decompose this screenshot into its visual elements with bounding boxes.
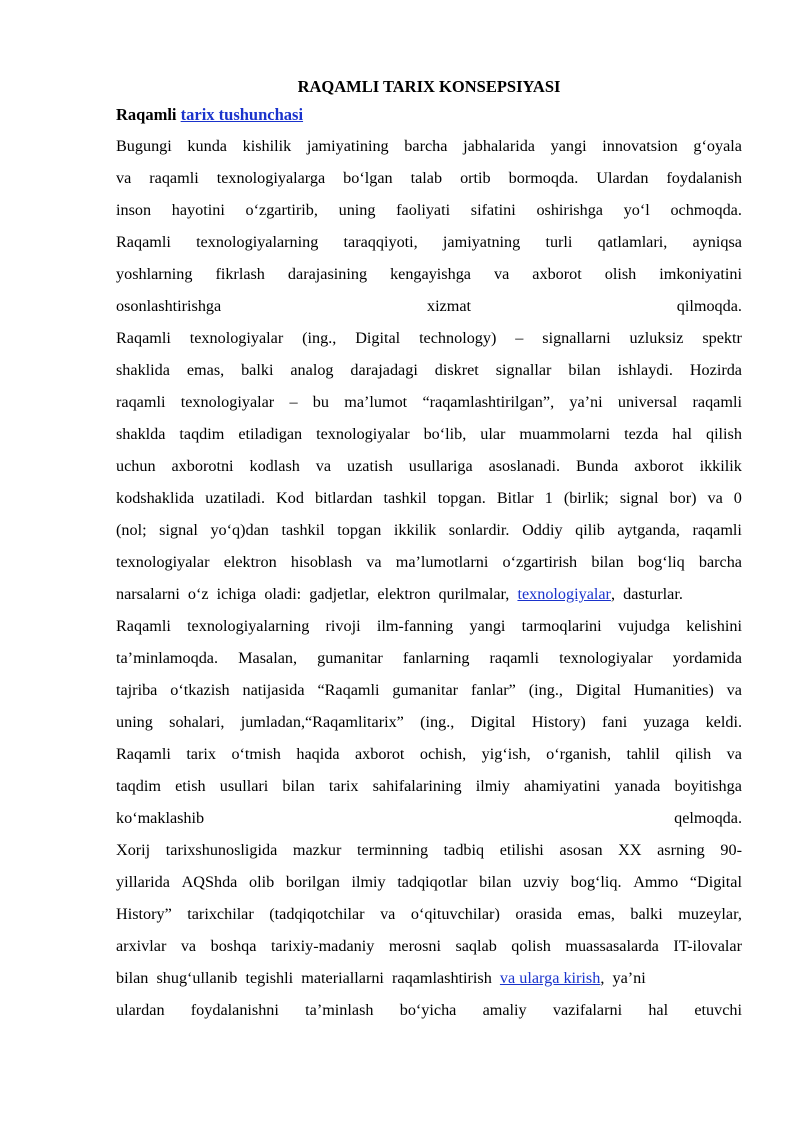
word: jabhalarida xyxy=(463,137,535,155)
word: uzviy xyxy=(523,873,560,891)
word: “Raqamli xyxy=(317,681,380,699)
word: sahifalarining xyxy=(372,777,462,795)
word: orasida xyxy=(515,905,563,923)
word: ortib xyxy=(460,169,491,187)
word: ko‘maklashib xyxy=(116,809,205,827)
word: yillarida xyxy=(116,873,170,891)
word: foydalanish xyxy=(666,169,742,187)
word: qolish xyxy=(511,937,551,955)
word: raqamli xyxy=(489,649,539,667)
word: fanlarning xyxy=(402,649,470,667)
word: etuvchi xyxy=(694,1001,742,1019)
word: 1 xyxy=(544,489,553,507)
word: tashkil xyxy=(383,489,427,507)
word: ilmiy xyxy=(351,873,386,891)
word: uzluksiz xyxy=(629,329,684,347)
word: o‘qituvchilar) xyxy=(410,905,500,923)
word: Bugungi xyxy=(116,137,172,155)
word: technology) xyxy=(419,329,497,347)
text-line xyxy=(116,898,742,930)
word: Digital xyxy=(575,681,621,699)
word: usullariga xyxy=(408,457,473,475)
word: ma’lumot xyxy=(344,393,408,411)
text-line xyxy=(116,322,742,354)
word: jamiyatning xyxy=(442,233,521,251)
text-line xyxy=(116,930,742,962)
text-line xyxy=(116,834,742,866)
word: Ammo xyxy=(633,873,679,891)
word: (ing., xyxy=(528,681,563,699)
text-line xyxy=(116,738,742,770)
text-segment: , ya’ni xyxy=(600,969,646,987)
word: uzatiladi. xyxy=(205,489,266,507)
word: axborotni xyxy=(171,457,234,475)
word: texnologiyalarning xyxy=(196,233,319,251)
word: hisoblash xyxy=(290,553,353,571)
word: ilmiy xyxy=(475,777,510,795)
word: bog‘liq xyxy=(637,553,685,571)
word: vazifalarni xyxy=(552,1001,623,1019)
word: jumladan,“Raqamlitarix” xyxy=(240,713,404,731)
text-line xyxy=(116,706,742,738)
word: axborot xyxy=(532,265,582,283)
word: Raqamli xyxy=(116,233,171,251)
word: o‘tkazish xyxy=(170,681,230,699)
word: taraqqiyoti, xyxy=(343,233,418,251)
word: Masalan, xyxy=(238,649,298,667)
word: axborot xyxy=(634,457,684,475)
word: Raqamli xyxy=(116,329,171,347)
word: signal xyxy=(159,521,198,539)
word: keldi. xyxy=(705,713,742,731)
word: usullari xyxy=(219,777,269,795)
word: “raqamlashtirilgan”, xyxy=(422,393,555,411)
word: ochish, xyxy=(419,745,467,763)
word: yordamida xyxy=(672,649,742,667)
section-heading-prefix: Raqamli xyxy=(116,105,177,124)
word: taqdim xyxy=(116,777,161,795)
word: va xyxy=(380,905,396,923)
word: Bitlar xyxy=(496,489,534,507)
text-line xyxy=(116,610,742,642)
word: (ing., xyxy=(302,329,337,347)
word: axborot xyxy=(354,745,405,763)
word: yo‘q)dan xyxy=(210,521,269,539)
word: uning xyxy=(338,201,376,219)
word: Raqamli xyxy=(116,745,171,763)
word: kelishini xyxy=(686,617,742,635)
word: fani xyxy=(602,713,628,731)
word: hal xyxy=(672,425,693,443)
word: kodlash xyxy=(249,457,300,475)
word: Xorij xyxy=(116,841,151,859)
text-line xyxy=(116,226,742,258)
word: barcha xyxy=(404,137,448,155)
word: ta’minlash xyxy=(305,1001,374,1019)
word: arxivlar xyxy=(116,937,167,955)
word: yo‘l xyxy=(623,201,650,219)
word: barcha xyxy=(698,553,742,571)
word: Digital xyxy=(470,713,516,731)
text-line xyxy=(116,802,742,834)
word: AQShda xyxy=(181,873,238,891)
word: raqamli xyxy=(692,393,742,411)
word: hayotini xyxy=(171,201,225,219)
word: diskret xyxy=(434,361,479,379)
word: oshirishga xyxy=(536,201,603,219)
word: bitlardan xyxy=(314,489,373,507)
word: ikkilik xyxy=(699,457,742,475)
word: bog‘liq. xyxy=(570,873,622,891)
word: shaklda xyxy=(116,425,166,443)
word: yangi xyxy=(550,137,587,155)
text-line xyxy=(116,162,742,194)
word: etiladigan xyxy=(238,425,303,443)
word: Bunda xyxy=(576,457,619,475)
word: History” xyxy=(116,905,172,923)
text-line xyxy=(116,290,742,322)
word: bo‘yicha xyxy=(399,1001,457,1019)
text-line xyxy=(116,418,742,450)
word: haqida xyxy=(296,745,340,763)
word: (nol; xyxy=(116,521,147,539)
word: darajasining xyxy=(287,265,368,283)
word: talab xyxy=(410,169,443,187)
word: va xyxy=(707,489,723,507)
word: boshqa xyxy=(210,937,257,955)
word: uning xyxy=(116,713,153,731)
word: va xyxy=(315,457,332,475)
word: bormoqda. xyxy=(508,169,579,187)
word: (birlik; xyxy=(563,489,609,507)
word: Hozirda xyxy=(689,361,742,379)
word: ochmoqda. xyxy=(670,201,742,219)
word: o‘zgartirib, xyxy=(245,201,318,219)
text-line xyxy=(116,354,742,386)
word: tadqiqotlar xyxy=(397,873,468,891)
word: tarixchilar xyxy=(187,905,254,923)
word: yoshlarning xyxy=(116,265,193,283)
word: Humanities) xyxy=(633,681,714,699)
word: topgan xyxy=(337,521,382,539)
word: – xyxy=(289,393,298,411)
word: ikkilik xyxy=(393,521,437,539)
word: bilan xyxy=(282,777,315,795)
word: ulardan xyxy=(116,1001,165,1019)
word: uzatish xyxy=(347,457,393,475)
word: tezda xyxy=(624,425,659,443)
word: bu xyxy=(312,393,329,411)
word: tarmoqlarini xyxy=(521,617,602,635)
word: signal xyxy=(619,489,659,507)
word: emas, xyxy=(186,361,225,379)
word: darajadagi xyxy=(350,361,418,379)
text-line xyxy=(116,866,742,898)
word: saqlab xyxy=(455,937,497,955)
word: yanada xyxy=(614,777,661,795)
word: fikrlash xyxy=(215,265,265,283)
word: va xyxy=(494,265,510,283)
word: 90- xyxy=(720,841,742,859)
word: Ulardan xyxy=(596,169,649,187)
word: osonlashtirishga xyxy=(116,297,222,315)
word: balki xyxy=(241,361,274,379)
word: texnologiyalar xyxy=(559,649,653,667)
text-line xyxy=(116,994,742,1026)
word: universal xyxy=(617,393,678,411)
word: va xyxy=(180,937,197,955)
word: ahamiyatini xyxy=(524,777,601,795)
text-line xyxy=(116,546,742,578)
word: innovatsion xyxy=(602,137,678,155)
word: sonlardir. xyxy=(448,521,510,539)
word: o‘rganish, xyxy=(546,745,612,763)
word: mazkur xyxy=(292,841,342,859)
word: olish xyxy=(604,265,637,283)
word: tarix xyxy=(186,745,216,763)
word: imkoniyatini xyxy=(659,265,742,283)
text-line xyxy=(116,770,742,802)
word: texnologiyalar xyxy=(180,393,275,411)
word: qilish xyxy=(675,745,712,763)
word: yangi xyxy=(469,617,506,635)
word: va xyxy=(366,553,382,571)
word: faoliyati xyxy=(396,201,451,219)
document-page xyxy=(116,64,742,1026)
word: muassasalarda xyxy=(565,937,659,955)
word: (tadqiqotchilar xyxy=(269,905,365,923)
word: vujudga xyxy=(617,617,671,635)
word: qilib xyxy=(575,521,605,539)
word: elektron xyxy=(223,553,277,571)
word: tahlil xyxy=(626,745,660,763)
document-title: RAQAMLI TARIX KONSEPSIYASI xyxy=(297,77,561,96)
word: terminning xyxy=(357,841,429,859)
word: va xyxy=(726,745,742,763)
inline-link[interactable]: texnologiyalar xyxy=(517,585,611,603)
word: uchun xyxy=(116,457,156,475)
word: balki xyxy=(630,905,663,923)
word: analog xyxy=(290,361,334,379)
word: kodshaklida xyxy=(116,489,195,507)
word: signallarni xyxy=(542,329,611,347)
word: bilan xyxy=(591,553,624,571)
section-heading-link[interactable]: tarix tushunchasi xyxy=(180,105,304,124)
word: foydalanishni xyxy=(190,1001,279,1019)
word: etish xyxy=(175,777,206,795)
word: tajriba xyxy=(116,681,158,699)
text-segment: bilan shug‘ullanib tegishli materiallarni raqamlashtirish xyxy=(116,969,500,987)
word: – xyxy=(515,329,524,347)
word: qilmoqda. xyxy=(676,297,742,315)
word: aytganda, xyxy=(617,521,680,539)
word: fanlar” xyxy=(470,681,516,699)
word: merosni xyxy=(388,937,441,955)
word: emas, xyxy=(577,905,615,923)
word: bor) xyxy=(669,489,697,507)
word: texnologiyalar xyxy=(116,553,210,571)
word: yuzaga xyxy=(643,713,690,731)
word: natijasida xyxy=(242,681,305,699)
word: 0 xyxy=(733,489,742,507)
word: topgan. xyxy=(437,489,486,507)
word: tarixshunosligida xyxy=(165,841,278,859)
word: XX xyxy=(618,841,642,859)
text-line xyxy=(116,194,742,226)
word: raqamli xyxy=(149,169,199,187)
text-line xyxy=(116,642,742,674)
word: sohalari, xyxy=(169,713,225,731)
word: ishlaydi. xyxy=(617,361,673,379)
word: texnologiyalar xyxy=(316,425,410,443)
word: ayniqsa xyxy=(692,233,742,251)
word: IT-ilovalar xyxy=(673,937,742,955)
word: qelmoqda. xyxy=(674,809,742,827)
inline-link[interactable]: va ularga kirish xyxy=(499,969,601,987)
word: texnologiyalarga xyxy=(216,169,326,187)
word: gumanitar xyxy=(317,649,383,667)
word: texnologiyalar xyxy=(189,329,284,347)
word: kunda xyxy=(187,137,227,155)
word: ma’lumotlarni xyxy=(395,553,489,571)
text-line xyxy=(116,386,742,418)
word: bo‘lgan xyxy=(343,169,393,187)
word: ilm-fanning xyxy=(376,617,454,635)
word: bilan xyxy=(568,361,601,379)
word: muzeylar, xyxy=(678,905,742,923)
word: taqdim xyxy=(179,425,225,443)
word: ta’minlamoqda. xyxy=(116,649,219,667)
word: asosan xyxy=(559,841,603,859)
word: bo‘lib, xyxy=(423,425,467,443)
document-body xyxy=(116,130,742,1026)
word: Kod xyxy=(276,489,304,507)
word: hal xyxy=(648,1001,669,1019)
word: o‘zgartirish xyxy=(502,553,578,571)
text-line xyxy=(116,674,742,706)
word: amaliy xyxy=(482,1001,527,1019)
text-line xyxy=(116,258,742,290)
word: Oddiy xyxy=(522,521,563,539)
word: kishilik xyxy=(242,137,292,155)
word: shaklida xyxy=(116,361,170,379)
word: raqamli xyxy=(116,393,166,411)
word: borilgan xyxy=(285,873,340,891)
word: g‘oyala xyxy=(693,137,742,155)
text-line xyxy=(116,962,742,994)
word: (ing., xyxy=(420,713,455,731)
word: asrning xyxy=(657,841,705,859)
text-line xyxy=(116,130,742,162)
word: turli xyxy=(545,233,573,251)
word: Digital xyxy=(355,329,401,347)
word: inson xyxy=(116,201,152,219)
text-line xyxy=(116,578,742,610)
word: rivoji xyxy=(325,617,361,635)
word: o‘tmish xyxy=(231,745,281,763)
word: va xyxy=(116,169,132,187)
word: asoslanadi. xyxy=(488,457,561,475)
text-line xyxy=(116,514,742,546)
word: “Digital xyxy=(689,873,742,891)
text-segment: , dasturlar. xyxy=(610,585,683,603)
word: va xyxy=(726,681,742,699)
word: qilish xyxy=(705,425,742,443)
word: boyitishga xyxy=(674,777,742,795)
word: History) xyxy=(531,713,586,731)
word: signallar xyxy=(495,361,552,379)
word: Raqamli xyxy=(116,617,171,635)
word: xizmat xyxy=(426,297,472,315)
word: ular xyxy=(480,425,506,443)
word: ya’ni xyxy=(569,393,603,411)
word: qatlamlari, xyxy=(597,233,668,251)
section-heading xyxy=(116,104,742,126)
word: tadbiq xyxy=(443,841,485,859)
word: gumanitar xyxy=(392,681,459,699)
text-segment: narsalarni o‘z ichiga oladi: gadjetlar, elektron qurilmalar, xyxy=(116,585,518,603)
word: texnologiyalarning xyxy=(187,617,310,635)
word: muammolarni xyxy=(519,425,611,443)
word: olib xyxy=(249,873,275,891)
word: yig‘ish, xyxy=(481,745,531,763)
word: bilan xyxy=(479,873,512,891)
word: tashkil xyxy=(281,521,325,539)
word: raqamli xyxy=(692,521,742,539)
word: jamiyatining xyxy=(306,137,389,155)
word: kengayishga xyxy=(390,265,471,283)
text-line xyxy=(116,482,742,514)
word: sifatini xyxy=(470,201,516,219)
text-line xyxy=(116,450,742,482)
word: etilishi xyxy=(499,841,544,859)
word: tarix xyxy=(328,777,359,795)
word: tarixiy-madaniy xyxy=(270,937,375,955)
word: spektr xyxy=(702,329,742,347)
